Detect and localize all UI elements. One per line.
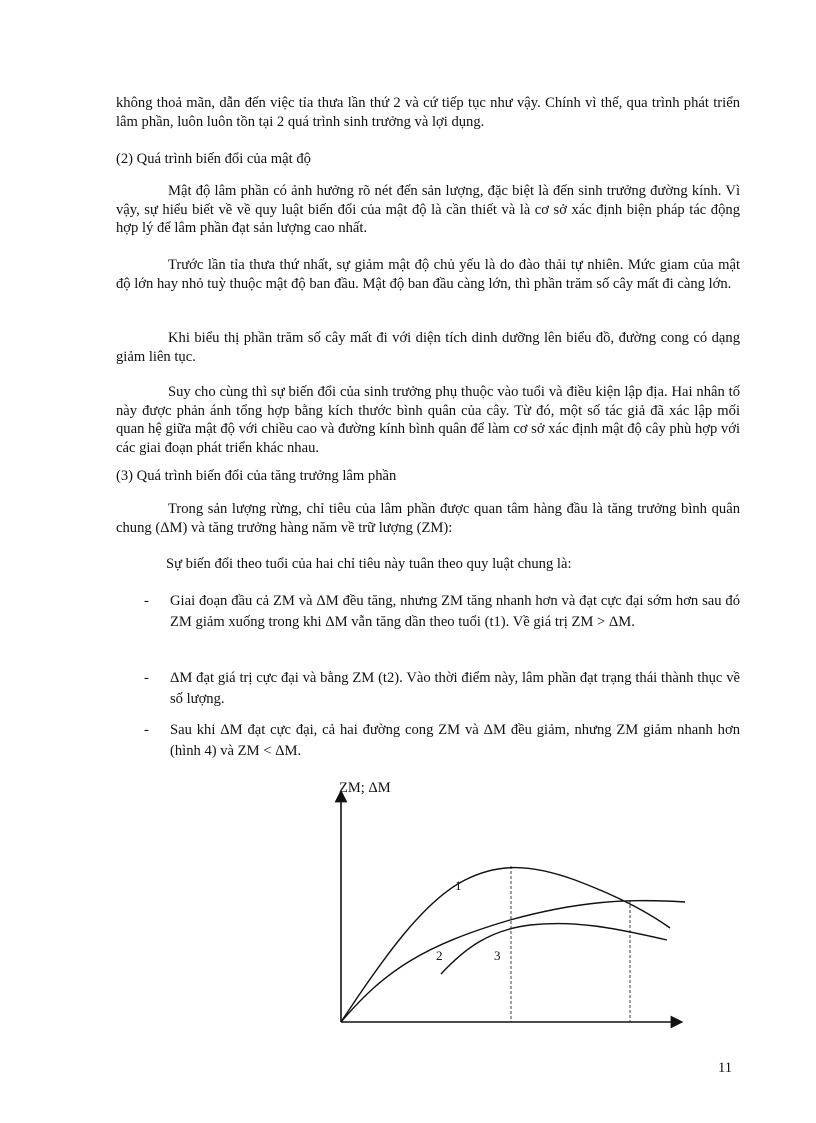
y-axis-label: ZM; ΔM [339, 780, 391, 796]
growth-curves-figure [325, 770, 690, 1035]
paragraph-1: không thoả mãn, dẫn đến việc tỉa thưa lần thứ 2 và cứ tiếp tục như vậy. Chính vì thế, qua trình phát triển lâm phần, luôn luôn tồn tại 2 quá trình sinh trưởng và lợi dụng. [116, 95, 740, 130]
bullet-text: Giai đoạn đầu cả ZM và ΔM đều tăng, nhưng ZM tăng nhanh hơn và đạt cực đại sớm hơn sau đó ZM giảm xuống trong khi ΔM vẫn tăng dần theo tuổi (t1). Về giá trị ZM > ΔM. [170, 593, 740, 630]
section-heading-2: (2) Quá trình biến đổi của mật độ [116, 151, 311, 167]
bullet-text: Sau khi ΔM đạt cực đại, cả hai đường cong ZM và ΔM đều giảm, nhưng ZM giảm nhanh hơn (hình 4) và ZM < ΔM. [170, 722, 740, 759]
bullet-dash: - [144, 593, 149, 609]
curve-2 [341, 901, 685, 1022]
paragraph-4: Khi biểu thị phần trăm số cây mất đi với diện tích dinh dưỡng lên biểu đồ, đường cong có dạng giảm liên tục. [116, 330, 740, 365]
paragraph-7: Sự biến đổi theo tuổi của hai chỉ tiêu này tuân theo quy luật chung là: [166, 556, 572, 572]
curve-1 [341, 868, 670, 1022]
bullet-text: ΔM đạt giá trị cực đại và bằng ZM (t2). Vào thời điểm này, lâm phần đạt trạng thái thành thục về số lượng. [170, 670, 740, 707]
bullet-dash: - [144, 670, 149, 686]
curve-3-label: 3 [494, 948, 501, 963]
bullet-dash: - [144, 722, 149, 738]
paragraph-5: Suy cho cùng thì sự biến đổi của sinh trưởng phụ thuộc vào tuổi và điều kiện lập địa. Hai nhân tố này được phản ánh tổng hợp bằng kích thước bình quân của cây. Từ đó, một số tác giả đã xác lập mối quan hệ giữa mật độ với chiều cao và đường kính bình quân để làm cơ sở xác định mật độ cây phù hợp với các giai đoạn phát triển khác nhau. [116, 384, 740, 456]
paragraph-2: Mật độ lâm phần có ảnh hưởng rõ nét đến sản lượng, đặc biệt là đến sinh trưởng đường kính. Vì vậy, sự hiểu biết về về quy luật biến đổi của mật độ là cần thiết và là cơ sở xác định biện pháp tác động hợp lý để lâm phần đạt sản lượng cao nhất. [116, 183, 740, 236]
page-number: 11 [718, 1060, 733, 1076]
paragraph-3: Trước lần tỉa thưa thứ nhất, sự giảm mật độ chủ yếu là do đào thải tự nhiên. Mức giam của mật độ lớn hay nhỏ tuỳ thuộc mật độ ban đầu. Mật độ ban đầu càng lớn, thì phần trăm số cây mất đi càng lớn. [116, 257, 740, 292]
curve-2-label: 2 [436, 948, 443, 963]
curve-1-label: 1 [455, 878, 462, 893]
section-heading-3: (3) Quá trình biến đổi của tăng trưởng lâm phần [116, 468, 397, 484]
paragraph-6: Trong sản lượng rừng, chỉ tiêu của lâm phần được quan tâm hàng đầu là tăng trưởng bình quân chung (ΔM) và tăng trưởng hàng năm về trữ lượng (ZM): [116, 501, 740, 536]
